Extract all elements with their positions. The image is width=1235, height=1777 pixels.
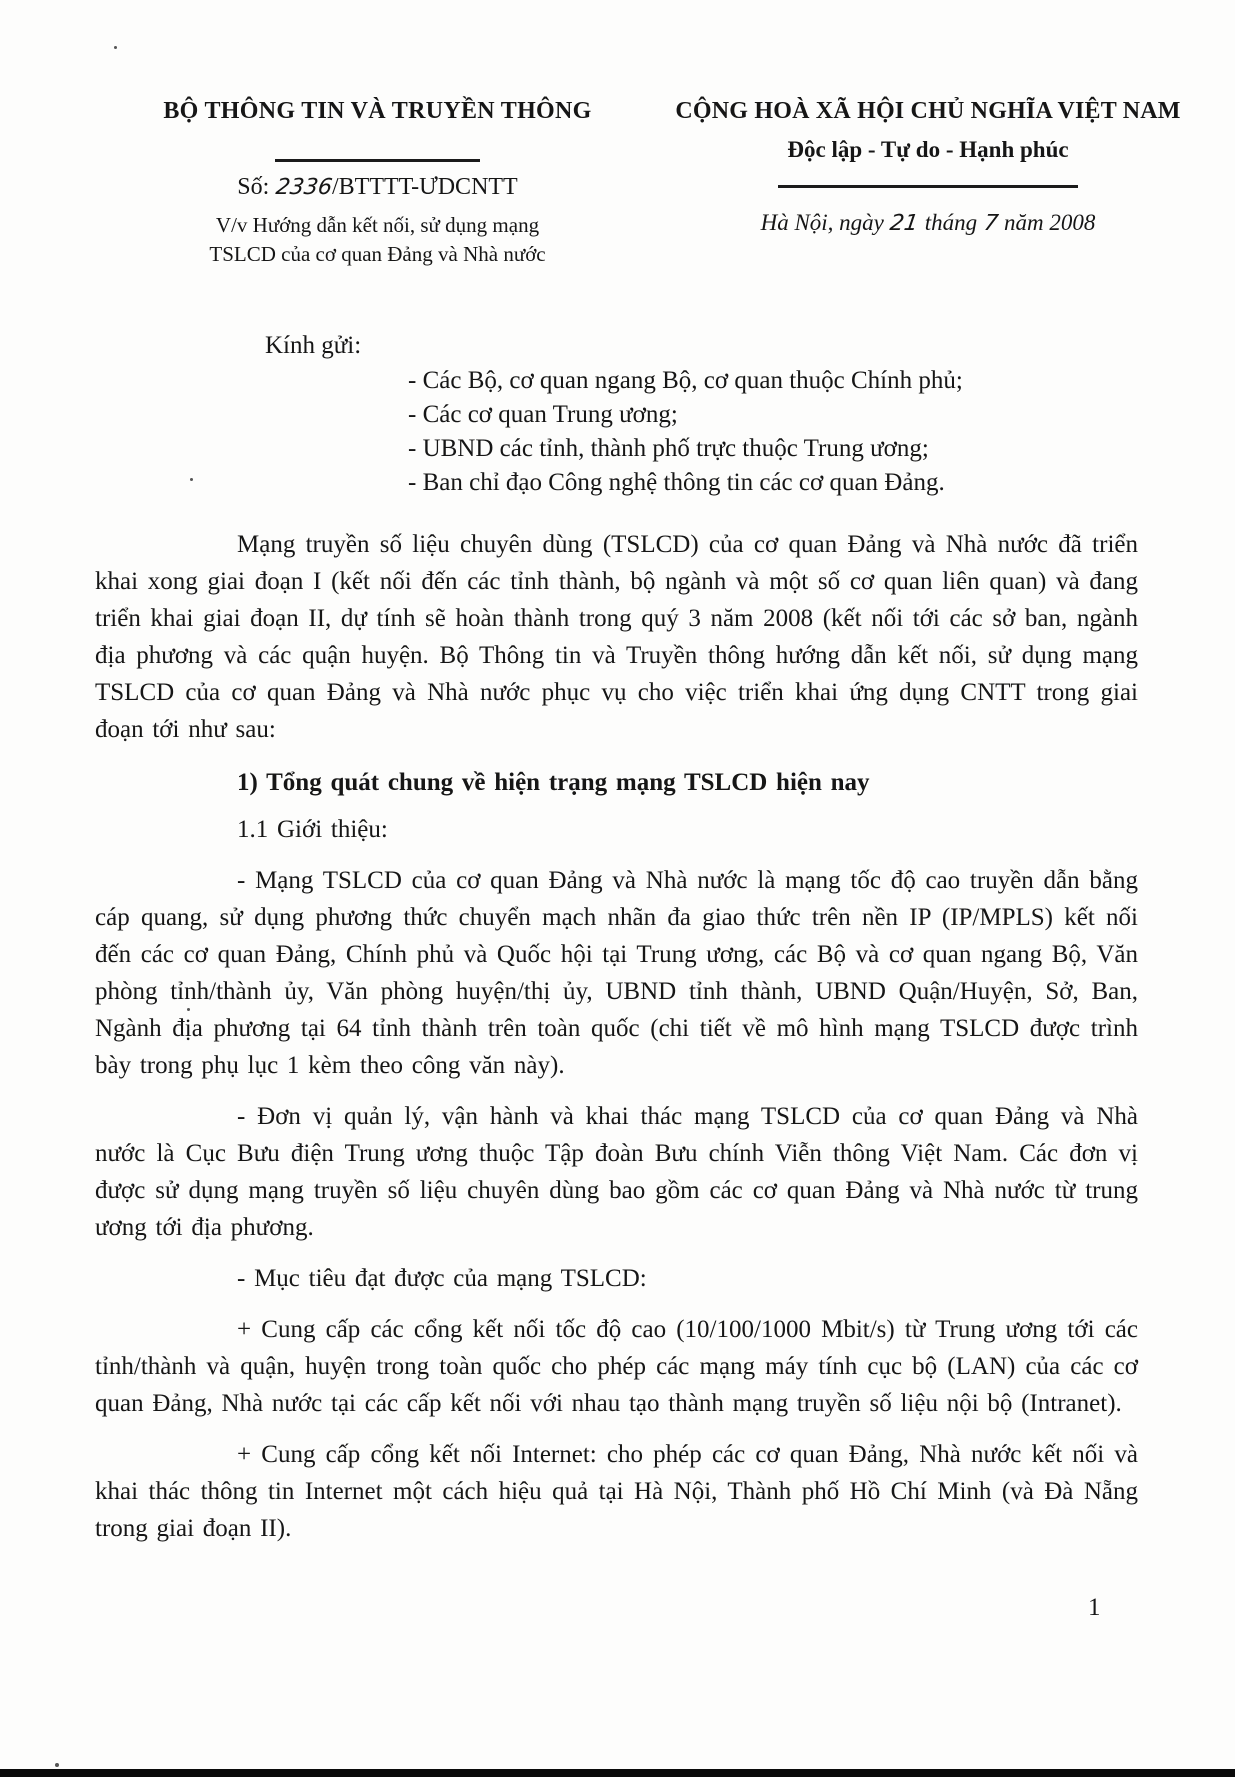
paragraph-ports: + Cung cấp các cổng kết nối tốc độ cao (10/100/1000 Mbit/s) từ Trung ương tới các tỉnh/thành và quận, huyện trong toàn quốc cho phép các mạng máy tính cục bộ (LAN) của các cơ quan Đảng, Nhà nước tại các cấp kết nối với nhau tạo thành mạng truyền số liệu nội bộ (Intranet).: [95, 1316, 1138, 1417]
scan-speck: [190, 478, 193, 481]
org-name: BỘ THÔNG TIN VÀ TRUYỀN THÔNG: [163, 98, 592, 124]
recipients-label: Kính gửi:: [265, 332, 362, 359]
section-1-1-subheading: 1.1 Giới thiệu:: [237, 816, 388, 843]
paragraph-network-description: - Mạng TSLCD của cơ quan Đảng và Nhà nước là mạng tốc độ cao truyền dẫn bằng cáp quang, sử dụng phương thức chuyển mạch nhãn đa giao thức trên nền IP (IP/MPLS) kết nối đến các cơ quan Đảng, Chính phủ và Quốc hội tại Trung ương, các Bộ và cơ quan ngang Bộ, Văn phòng tỉnh/thành ủy, Văn phòng huyện/thị ủy, UBND tỉnh thành, UBND Quận/Huyện, Sở, Ban, Ngành địa phương tại 64 tỉnh thành trên toàn quốc (chi tiết về mô hình mạng TSLCD được trình bày trong phụ lục 1 kèm theo công văn này).: [95, 867, 1138, 1079]
date-prefix: Hà Nội, ngày: [760, 210, 884, 235]
header-national-motto: [648, 98, 1208, 236]
date-month: 7: [981, 211, 1000, 236]
page-number: 1: [1088, 1594, 1101, 1621]
date-day: 21: [888, 211, 921, 236]
recipient-item: - Các Bộ, cơ quan ngang Bộ, cơ quan thuộc Chính phủ;: [408, 367, 963, 394]
paragraph-management-unit: - Đơn vị quản lý, vận hành và khai thác mạng TSLCD của cơ quan Đảng và Nhà nước là Cục Bưu điện Trung ương thuộc Tập đoàn Bưu chính Viễn thông Việt Nam. Các đơn vị được sử dụng mạng truyền số liệu chuyên dùng bao gồm các cơ quan Đảng và Nhà nước từ trung ương tới địa phương.: [95, 1103, 1138, 1241]
motto-rule: [778, 185, 1078, 188]
subject-line-1: V/v Hướng dẫn kết nối, sử dụng mạng: [215, 213, 540, 237]
scan-speck: [187, 1008, 190, 1011]
document-number: [105, 174, 650, 201]
subject-line-2: TSLCD của cơ quan Đảng và Nhà nước: [209, 242, 546, 266]
national-title: CỘNG HOÀ XÃ HỘI CHỦ NGHĨA VIỆT NAM: [675, 98, 1181, 124]
header-issuing-org: [105, 98, 650, 269]
scan-edge-bar: [0, 1769, 1235, 1777]
document-number-label: Số:: [237, 174, 270, 200]
recipient-item: - Các cơ quan Trung ương;: [408, 401, 678, 428]
recipient-item: - Ban chỉ đạo Công nghệ thông tin các cơ quan Đảng.: [408, 469, 945, 496]
national-motto: Độc lập - Tự do - Hạnh phúc: [787, 137, 1069, 162]
place-and-date: [648, 210, 1208, 236]
recipients-list: [408, 364, 1138, 500]
paragraph-intro: Mạng truyền số liệu chuyên dùng (TSLCD) của cơ quan Đảng và Nhà nước đã triển khai xong giai đoạn I (kết nối đến các tỉnh thành, bộ ngành và một số cơ quan liên quan) và đang triển khai giai đoạn II, dự tính sẽ hoàn thành trong quý 3 năm 2008 (kết nối tới các sở ban, ngành địa phương và các quận huyện. Bộ Thông tin và Truyền thông hướng dẫn kết nối, sử dụng mạng TSLCD của cơ quan Đảng và Nhà nước phục vụ cho việc triển khai ứng dụng CNTT trong giai đoạn tới như sau:: [95, 531, 1138, 743]
section-1-heading: 1) Tổng quát chung về hiện trạng mạng TSLCD hiện nay: [237, 769, 870, 796]
document-body: [95, 332, 1138, 1547]
scan-speck: [114, 46, 117, 49]
org-name-rule: [275, 159, 480, 162]
paragraph-internet: + Cung cấp cổng kết nối Internet: cho phép các cơ quan Đảng, Nhà nước kết nối và khai thác thông tin Internet một cách hiệu quả tại Hà Nội, Thành phố Hồ Chí Minh (và Đà Nẵng trong giai đoạn II).: [95, 1441, 1138, 1542]
date-year: năm 2008: [1004, 210, 1096, 235]
document-number-suffix: /BTTTT-ƯDCNTT: [332, 174, 518, 200]
scan-speck: [55, 1763, 59, 1767]
document-subject: [105, 211, 650, 269]
date-thang-label: tháng: [924, 210, 978, 235]
document-number-value: 2336: [274, 175, 334, 200]
recipient-item: - UBND các tỉnh, thành phố trực thuộc Trung ương;: [408, 435, 929, 462]
paragraph-objectives-label: - Mục tiêu đạt được của mạng TSLCD:: [237, 1265, 647, 1292]
